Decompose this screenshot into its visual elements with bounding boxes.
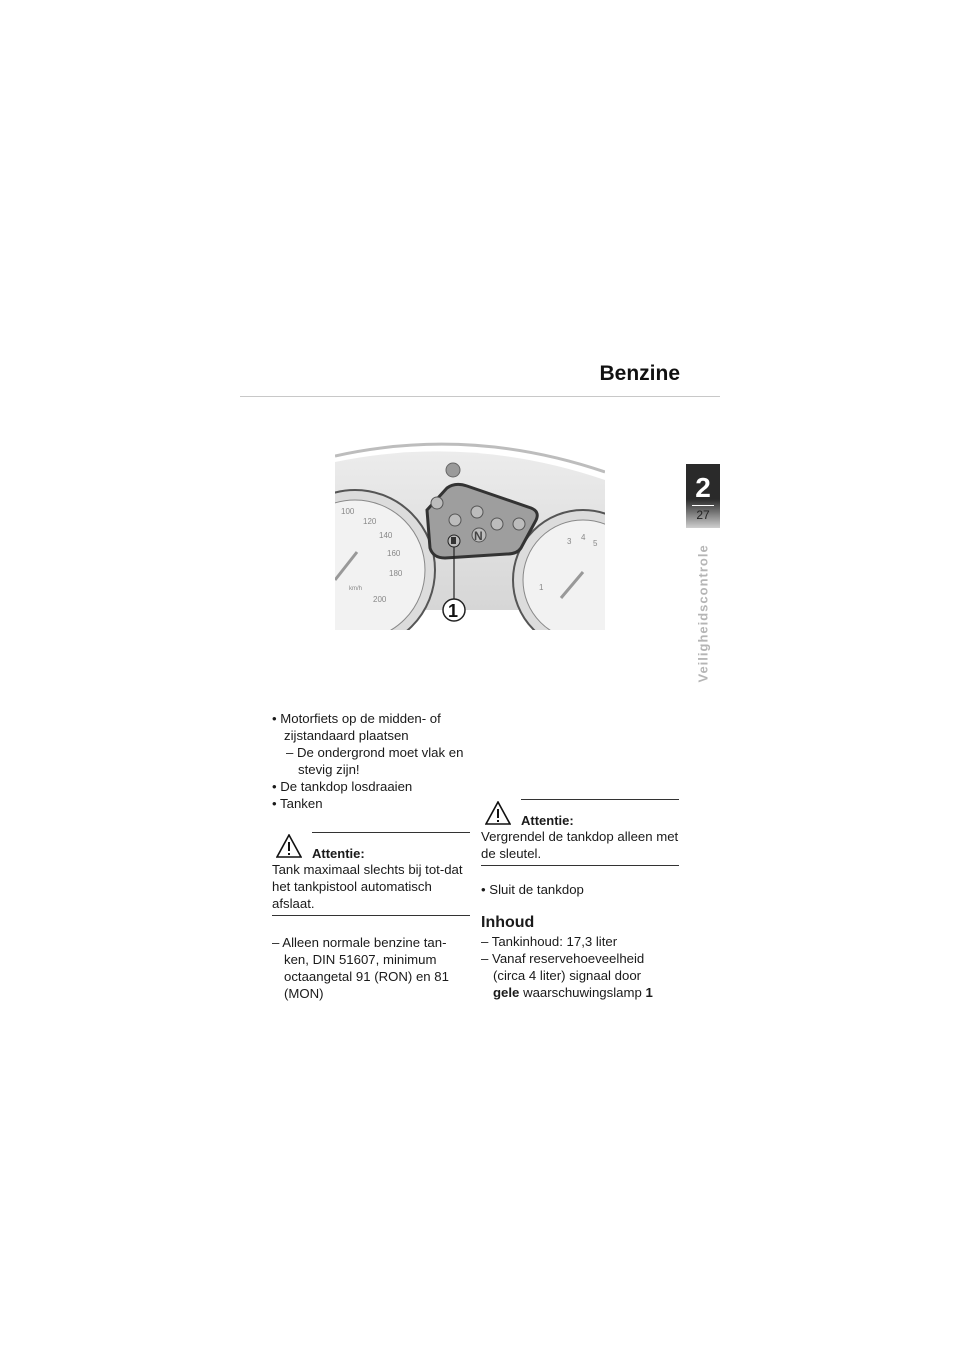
contents-item-text: waarschuwingslamp <box>523 985 642 1000</box>
speedo-unit: km/h <box>349 586 363 592</box>
tab-divider <box>692 505 714 506</box>
step-bullet: • Tanken <box>272 796 323 811</box>
tacho-tick: 4 <box>581 533 586 542</box>
close-step <box>481 881 679 898</box>
speedo-tick: 160 <box>387 549 401 558</box>
color-emphasis: gele <box>493 985 520 1000</box>
step-bullet: • De tankdop losdraaien <box>272 779 413 794</box>
step-bullet: • Sluit de tankdop <box>481 882 584 897</box>
contents-item-text: – Vanaf reservehoeveelheid (circa 4 liter) signaal door <box>481 951 645 983</box>
speedo-tick: 120 <box>363 517 377 526</box>
warning-title: Attentie: <box>312 846 365 861</box>
speedo-tick: 180 <box>389 569 403 578</box>
speedo-tick: 100 <box>341 507 355 516</box>
lamp-reference: 1 <box>645 985 653 1000</box>
warning-text: Vergrendel de tankdop alleen met de sleutel. <box>481 829 679 861</box>
page-title: Benzine <box>599 362 680 385</box>
clock-knob <box>446 463 460 477</box>
header-rule <box>240 396 720 397</box>
warning-triangle-icon <box>276 834 302 858</box>
left-column <box>272 710 470 812</box>
warning-text: Tank maximaal slechts bij tot-dat het tankpistool automatisch afslaat. <box>272 862 463 911</box>
contents-list <box>481 933 679 1001</box>
left-warning-box <box>272 832 470 916</box>
instrument-cluster-figure <box>335 440 605 630</box>
speedo-tick: 200 <box>373 595 387 604</box>
right-warning-box <box>481 799 679 866</box>
contents-item <box>481 950 679 1001</box>
speedo-tick: 140 <box>379 531 393 540</box>
side-chapter-label: Veiligheidscontrole <box>695 544 711 683</box>
warning-title: Attentie: <box>521 813 574 828</box>
warning-lamp-icon <box>471 506 483 518</box>
chapter-number: 2 <box>695 472 711 503</box>
warning-lamp-icon <box>513 518 525 530</box>
page-number: 27 <box>696 508 710 522</box>
warning-triangle-icon <box>485 801 511 825</box>
warning-lamp-icon <box>431 497 443 509</box>
tacho-tick: 1 <box>539 583 544 592</box>
callout-number: 1 <box>448 601 459 621</box>
fuel-requirement: – Alleen normale benzine tan-ken, DIN 51607, minimum octaangetal 91 (RON) en 81 (MON) <box>272 935 449 1001</box>
step-sub: – De ondergrond moet vlak en stevig zijn! <box>286 745 464 777</box>
fuel-note <box>272 934 470 1002</box>
tacho-tick: 3 <box>567 537 572 546</box>
section-heading: Inhoud <box>481 914 535 931</box>
contents-item: – Tankinhoud: 17,3 liter <box>481 934 618 949</box>
warning-lamp-icon <box>491 518 503 530</box>
tacho-tick: 5 <box>593 539 598 548</box>
neutral-label: N <box>474 529 483 543</box>
warning-lamp-icon <box>449 514 461 526</box>
step-bullet: • Motorfiets op de midden- of zijstandaard plaatsen <box>272 711 441 743</box>
